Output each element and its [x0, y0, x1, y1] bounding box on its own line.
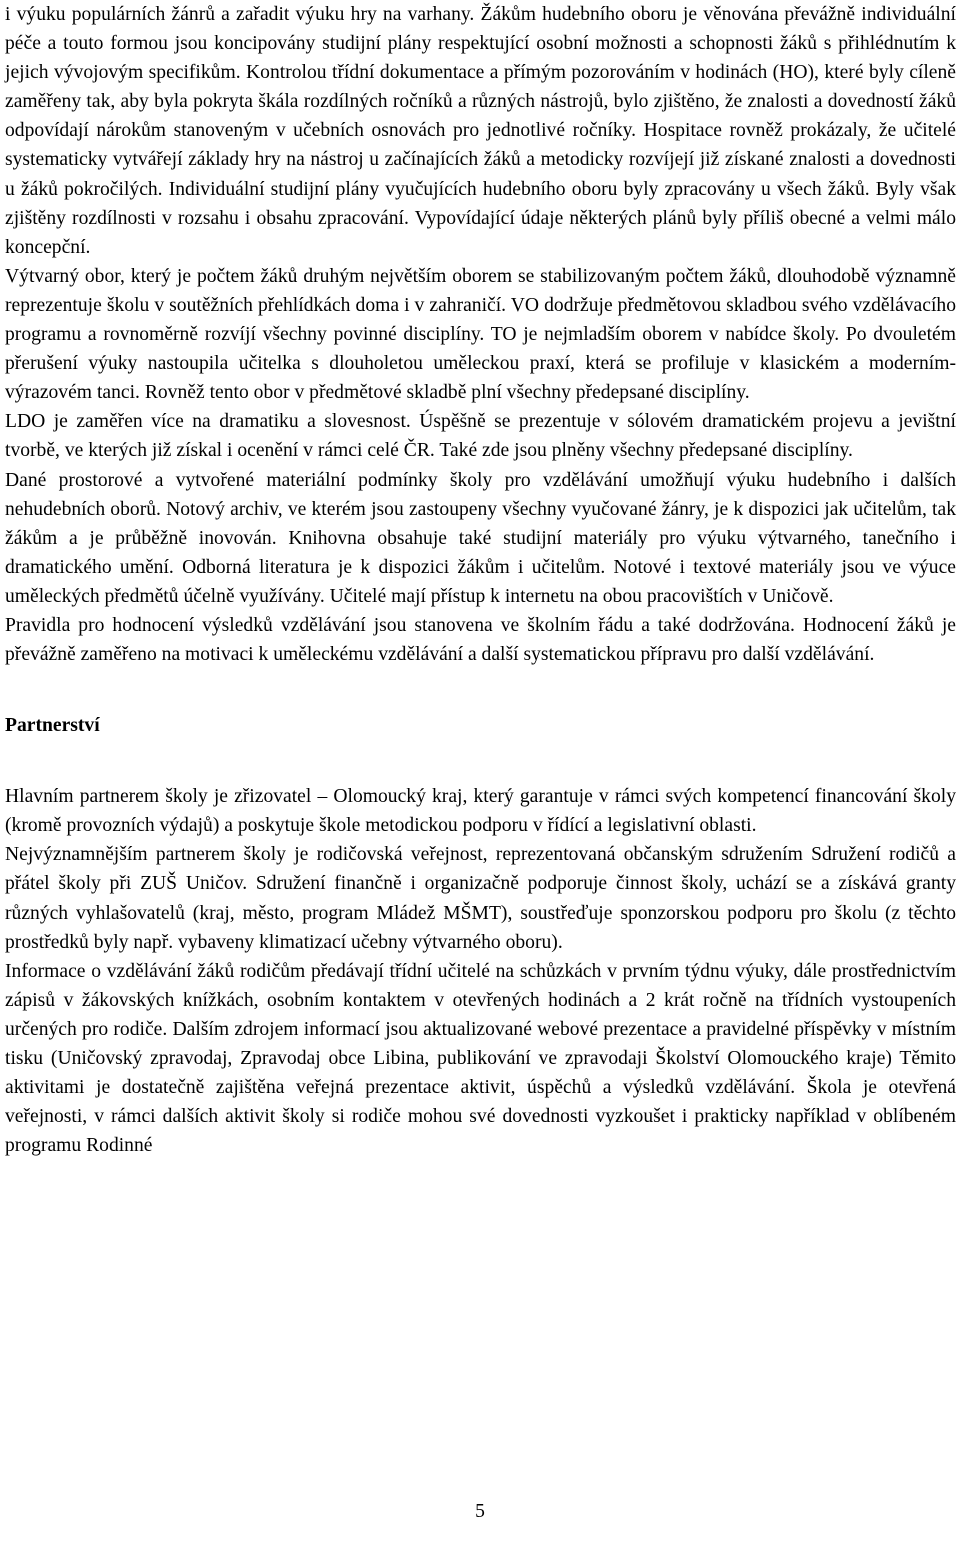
paragraph-art-dance-department: Výtvarný obor, který je počtem žáků druhým největším oborem se stabilizovaným počtem žáků, dlouhodobě významně reprezentuje školu v soutěžních přehlídkách doma i v zahraničí. VO dodržuje předmětovou skladbou svého vzdělávacího programu a rovnoměrně rozvíjí všechny povinné disciplíny. TO je nejmladším oborem v nabídce školy. Po dvouletém přerušení výuky nastoupila učitelka s dlouholetou uměleckou praxí, která se profiluje v klasickém a moderním-výrazovém tanci. Rovněž tento obor v předmětové skladbě plní všechny předepsané disciplíny.: [5, 265, 956, 404]
paragraph-drama-department: LDO je zaměřen více na dramatiku a slovesnost. Úspěšně se prezentuje v sólovém dramatickém projevu a jevištní tvorbě, ve kterých již získal i ocenění v rámci celé ČR. Také zde jsou plněny všechny předepsané disciplíny.: [5, 411, 956, 462]
paragraph-material-conditions: Dané prostorové a vytvořené materiální podmínky školy pro vzdělávání umožňují výuku hudebního i dalších nehudebních oborů. Notový archiv, ve kterém jsou zastoupeny všechny vyučované žánry, je k dispozici jak učitelům, tak žákům a je průběžně inovován. Knihovna obsahuje také studijní materiály pro výuku výtvarného, tanečního i dramatického umění. Odborná literatura je k dispozici žákům i učitelům. Notové i textové materiály jsou ve výuce uměleckých předmětů účelně využívány. Učitelé mají přístup k internetu na obou pracovištích v Uničově.: [5, 469, 956, 607]
page-number: 5: [475, 1501, 485, 1522]
document-page: [5, 0, 956, 1160]
paragraph-music-department: i výuku populárních žánrů a zařadit výuku hry na varhany. Žákům hudebního oboru je věnována převážně individuální péče a touto formou jsou koncipovány studijní plány respektující osobní možnosti a schopnosti žáků s přihlédnutím k jejich vývojovým specifikům. Kontrolou třídní dokumentace a přímým pozorováním v hodinách (HO), které byly cíleně zaměřeny tak, aby byla pokryta škála rozdílných ročníků a různých nástrojů, bylo zjištěno, že znalosti a dovedností žáků odpovídají nárokům stanoveným v učebních osnovách pro jednotlivé ročníky. Hospitace rovněž prokázaly, že učitelé systematicky vytvářejí základy hry na nástroj u začínajících žáků a metodicky rozvíjejí již získané znalosti a dovednosti u žáků pokročilých. Individuální studijní plány vyučujících hudebního oboru byly zpracovány u všech žáků. Byly však zjištěny rozdílnosti v rozsahu i obsahu zpracování. Vypovídající údaje některých plánů byly příliš obecné a velmi málo koncepční.: [5, 4, 956, 258]
paragraph-evaluation-rules: Pravidla pro hodnocení výsledků vzdělávání jsou stanovena ve školním řádu a také dodržována. Hodnocení žáků je převážně zaměřeno na motivaci k uměleckému vzdělávání a další systematickou přípravu pro další vzdělávání.: [5, 614, 956, 666]
section-heading-partnership: Partnerství: [5, 715, 100, 737]
paragraph-main-partner: Hlavním partnerem školy je zřizovatel – Olomoucký kraj, který garantuje v rámci svých kompetencí financování školy (kromě provozních výdajů) a poskytuje škole metodickou podporu v řídící a legislativní oblasti.: [5, 786, 956, 837]
paragraph-parents-association: Nejvýznamnějším partnerem školy je rodičovská veřejnost, reprezentovaná občanským sdružením Sdružení rodičů a přátel školy při ZUŠ Uničov. Sdružení finančně i organizačně podporuje činnost školy, uchází se a získává granty různých vyhlašovatelů (kraj, město, program Mládež MŠMT), soustřeďuje sponzorskou podporu pro školu (z těchto prostředků byly např. vybaveny klimatizací učebny výtvarného oboru).: [5, 844, 956, 953]
paragraph-parent-information: Informace o vzdělávání žáků rodičům předávají třídní učitelé na schůzkách v prvním týdnu výuky, dále prostřednictvím zápisů v žákovských knížkách, osobním kontaktem v otevřených hodinách a 2 krát ročně na třídních vystoupeních určených pro rodiče. Dalším zdrojem informací jsou aktualizované webové prezentace a pravidelné příspěvky v místním tisku (Uničovský zpravodaj, Zpravodaj obce Libina, publikování ve zpravodaji Školství Olomouckého kraje) Těmito aktivitami je dostatečně zajištěna veřejná prezentace aktivit, úspěchů a výsledků vzdělávání. Škola je otevřená veřejnosti, v rámci dalších aktivit školy si rodiče mohou své dovednosti vyzkoušet i prakticky například v oblíbeném programu Rodinné: [5, 960, 956, 1157]
